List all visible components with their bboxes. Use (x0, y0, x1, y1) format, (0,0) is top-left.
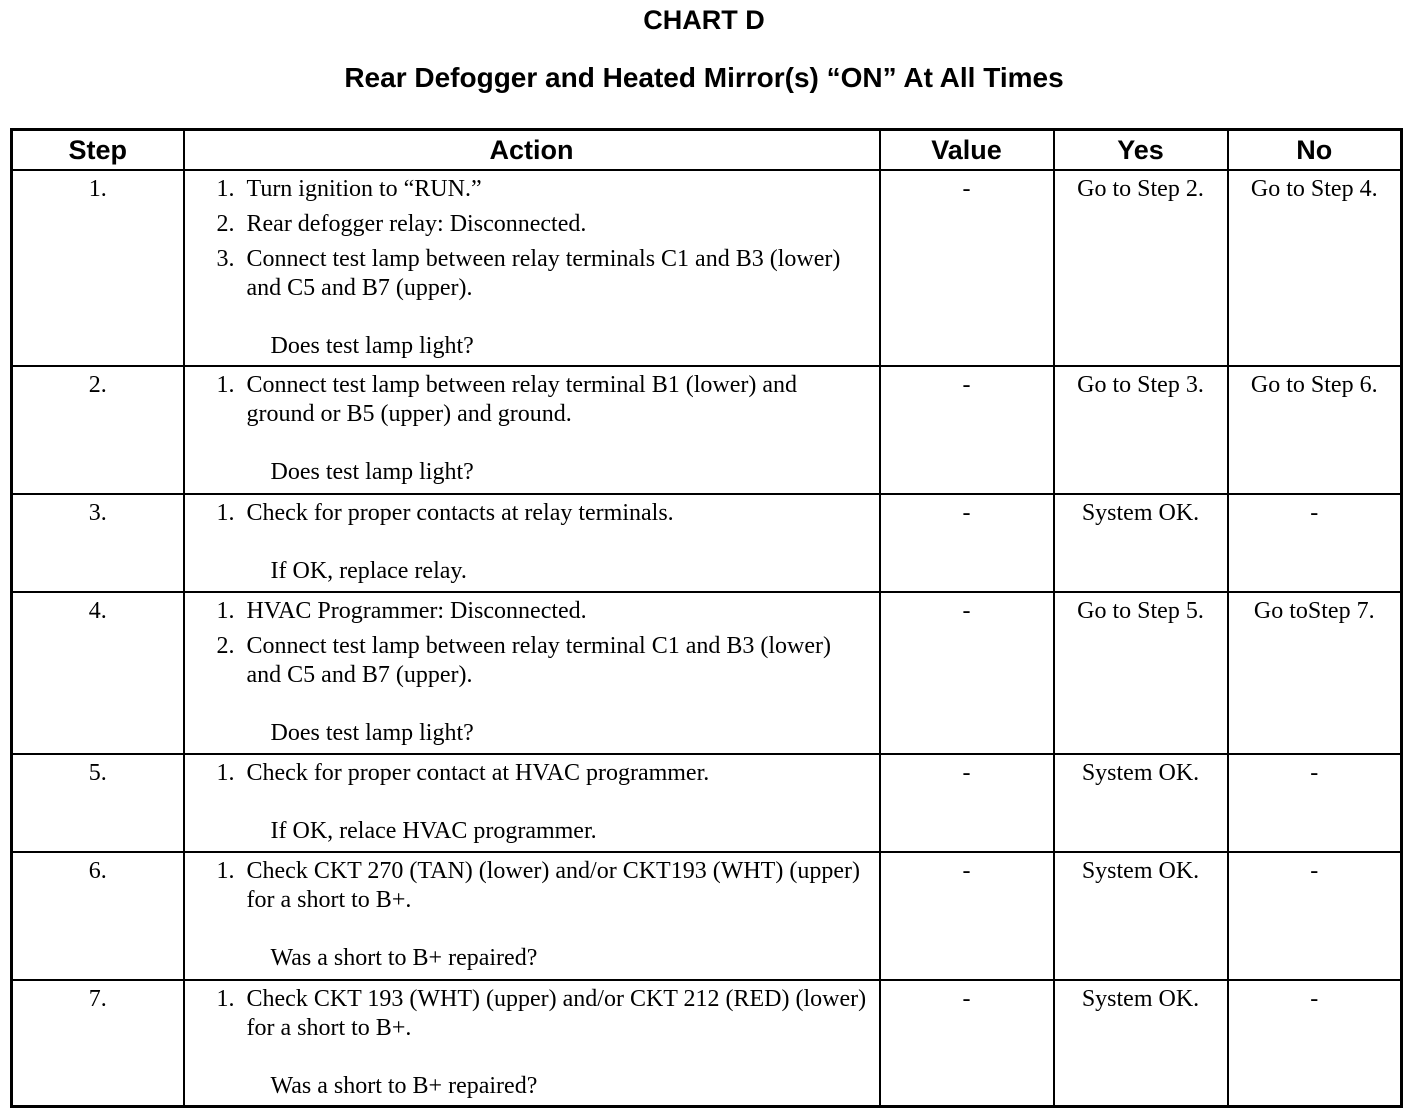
step-cell: 5. (12, 754, 184, 852)
step-cell: 4. (12, 592, 184, 754)
yes-cell: System OK. (1054, 494, 1228, 592)
table-row (12, 494, 1402, 592)
action-question: Was a short to B+ repaired? (270, 945, 538, 971)
action-cell (184, 852, 880, 980)
value-cell: - (880, 170, 1054, 366)
yes-cell: System OK. (1054, 852, 1228, 980)
table-row (12, 980, 1402, 1107)
action-question: Was a short to B+ repaired? (270, 1073, 538, 1099)
action-item-text: Check for proper contacts at relay terminals. (246, 500, 674, 526)
no-cell: Go to Step 4. (1228, 170, 1402, 366)
action-question: If OK, replace relay. (270, 558, 467, 584)
action-item-number: 1. (216, 598, 235, 624)
no-cell: - (1228, 754, 1402, 852)
action-item (217, 857, 869, 915)
yes-cell: Go to Step 2. (1054, 170, 1228, 366)
step-cell: 7. (12, 980, 184, 1107)
action-item (217, 985, 869, 1043)
action-item-text: Turn ignition to “RUN.” (246, 176, 482, 202)
header-value: Value (880, 130, 1054, 171)
table-row (12, 592, 1402, 754)
action-item-text: Check for proper contact at HVAC programmer. (246, 760, 710, 786)
no-cell: Go toStep 7. (1228, 592, 1402, 754)
action-cell (184, 980, 880, 1107)
action-item-text: Check CKT 193 (WHT) (upper) and/or CKT 212 (RED) (lower) for a short to B+. (246, 986, 867, 1041)
yes-cell: System OK. (1054, 980, 1228, 1107)
action-item-text: HVAC Programmer: Disconnected. (246, 598, 587, 624)
action-item-number: 1. (216, 176, 235, 202)
table-row (12, 852, 1402, 980)
value-cell: - (880, 494, 1054, 592)
no-cell: - (1228, 980, 1402, 1107)
action-cell (184, 592, 880, 754)
action-item-number: 1. (216, 760, 235, 786)
step-cell: 1. (12, 170, 184, 366)
header-no: No (1228, 130, 1402, 171)
value-cell: - (880, 852, 1054, 980)
header-yes: Yes (1054, 130, 1228, 171)
header-action: Action (184, 130, 880, 171)
action-item-text: Connect test lamp between relay terminals C1 and B3 (lower) and C5 and B7 (upper). (246, 246, 841, 301)
no-cell: Go to Step 6. (1228, 366, 1402, 494)
table-row (12, 754, 1402, 852)
chart-subtitle: Rear Defogger and Heated Mirror(s) “ON” At All Times (344, 62, 1064, 93)
step-cell: 3. (12, 494, 184, 592)
action-item (217, 210, 869, 239)
action-item (217, 499, 869, 528)
yes-cell: System OK. (1054, 754, 1228, 852)
action-item-number: 1. (216, 372, 235, 398)
action-question: Does test lamp light? (270, 459, 474, 485)
no-cell: - (1228, 494, 1402, 592)
action-item-number: 2. (216, 211, 235, 237)
value-cell: - (880, 980, 1054, 1107)
table-row (12, 366, 1402, 494)
action-item-number: 3. (216, 246, 235, 272)
action-item-text: Check CKT 270 (TAN) (lower) and/or CKT193 (WHT) (upper) for a short to B+. (246, 858, 860, 913)
step-cell: 6. (12, 852, 184, 980)
action-question: Does test lamp light? (270, 720, 474, 746)
header-step: Step (12, 130, 184, 171)
action-item-number: 1. (216, 858, 235, 884)
chart-title: CHART D (643, 5, 765, 35)
value-cell: - (880, 366, 1054, 494)
value-cell: - (880, 754, 1054, 852)
action-item (217, 245, 869, 303)
action-item-text: Connect test lamp between relay terminal C1 and B3 (lower) and C5 and B7 (upper). (246, 633, 831, 688)
no-cell: - (1228, 852, 1402, 980)
action-item-text: Rear defogger relay: Disconnected. (246, 211, 587, 237)
header-row (12, 130, 1402, 171)
diagnostic-table (10, 128, 1403, 1108)
action-item (217, 371, 869, 429)
action-question: If OK, relace HVAC programmer. (270, 818, 597, 844)
table-row (12, 170, 1402, 366)
action-item-number: 2. (216, 633, 235, 659)
action-cell (184, 494, 880, 592)
action-item-text: Connect test lamp between relay terminal B1 (lower) and ground or B5 (upper) and ground. (246, 372, 797, 427)
action-item (217, 597, 869, 626)
yes-cell: Go to Step 3. (1054, 366, 1228, 494)
value-cell: - (880, 592, 1054, 754)
action-item (217, 632, 869, 690)
action-item-number: 1. (216, 986, 235, 1012)
yes-cell: Go to Step 5. (1054, 592, 1228, 754)
action-item-number: 1. (216, 500, 235, 526)
action-cell (184, 366, 880, 494)
action-cell (184, 170, 880, 366)
step-cell: 2. (12, 366, 184, 494)
action-item (217, 175, 869, 204)
action-item (217, 759, 869, 788)
action-question: Does test lamp light? (270, 333, 474, 359)
action-cell (184, 754, 880, 852)
